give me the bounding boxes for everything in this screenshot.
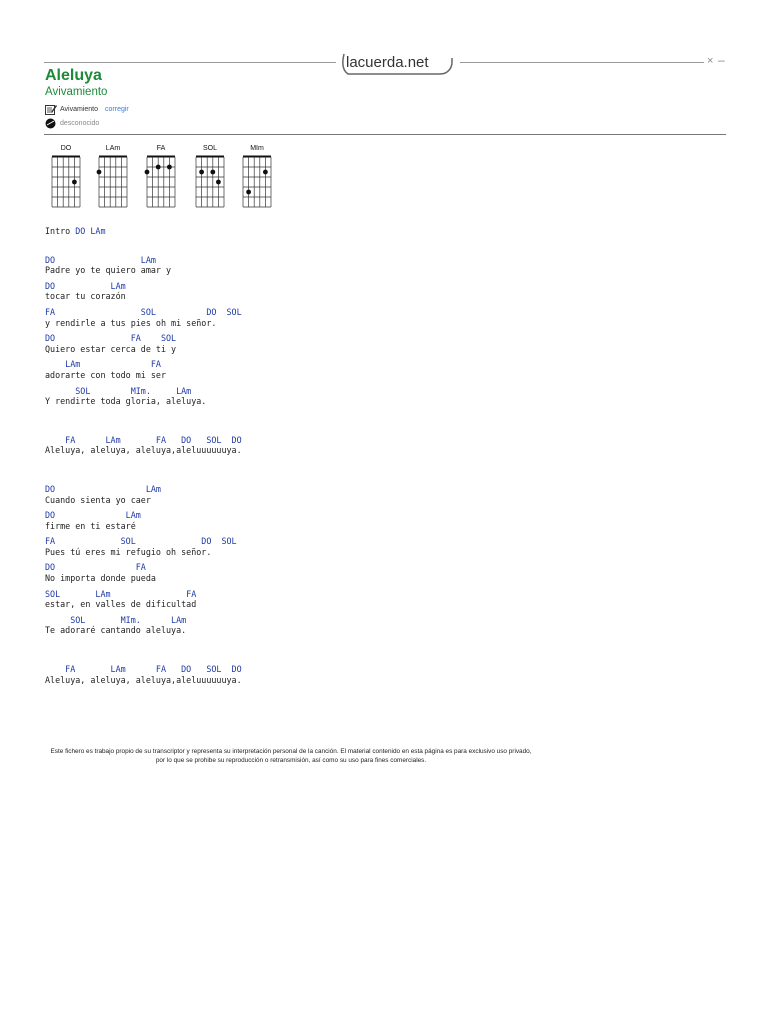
chord-line[interactable]: SOL LAm FA [45,588,197,599]
logo-text: lacuerda.net [346,54,429,71]
lyric-line: adorarte con todo mi ser [45,369,167,380]
chord-diagram-sol[interactable] [196,145,224,207]
chord-line[interactable]: DO FA SOL [45,333,177,344]
lyric-line: Pues tú eres mi refugio oh señor. [45,546,212,557]
chord-line[interactable]: DO LAm [45,254,156,265]
minimize-icon[interactable]: – [718,53,725,67]
transcriber-name: desconocido [60,120,100,127]
chord-line[interactable]: DO LAm [45,483,161,494]
chord-diagram-lam[interactable] [97,145,127,207]
chord-diagram-do[interactable] [52,145,80,207]
lyric-line: Te adoraré cantando aleluya. [45,625,187,636]
lyric-line: Aleluya, aleluya, aleluya,aleluuuuuuya. [45,674,242,685]
chord-line[interactable]: FA SOL DO SOL [45,536,237,547]
chord-line[interactable]: DO LAm [45,280,126,291]
intro-chords[interactable]: DO LAm [75,226,106,236]
chord-line[interactable]: SOL MIm. LAm [45,614,187,625]
chord-line[interactable]: FA LAm FA DO SOL DO [45,664,242,675]
close-icon[interactable]: × [707,55,714,67]
chord-line[interactable]: FA LAm FA DO SOL DO [45,434,242,445]
copyright-notice: Este fichero es trabajo propio de su transcriptor y representa su interpretación personal de la canción. El material contenido en esta página es para exclusivo uso privado, por lo que se prohibe su reproducción o retransmisión, así como su uso para fines comerciales. [50,748,532,764]
lyric-line: tocar tu corazón [45,291,126,302]
chord-diagram-name: MIm [250,145,264,152]
author-row [45,104,129,115]
lyric-line: firme en ti estaré [45,520,136,531]
chord-diagram-name: DO [60,145,72,152]
chord-finger-dot [210,170,215,175]
chord-finger-dot [156,165,161,170]
lyric-line: Y rendirte toda gloria, aleluya. [45,396,207,407]
song-title: Aleluya [45,67,102,84]
chord-nut [147,156,175,158]
chord-diagram-mim[interactable] [243,145,271,207]
lyric-line: Quiero estar cerca de ti y [45,343,177,354]
header-rule-left [44,62,336,63]
chord-nut [52,156,80,158]
chord-finger-dot [263,170,268,175]
lacuerda-logo[interactable] [340,48,454,78]
chord-line[interactable]: FA SOL DO SOL [45,306,242,317]
chord-finger-dot [246,190,251,195]
chord-finger-dot [145,170,150,175]
transcriber-row [45,118,99,129]
chord-finger-dot [216,180,221,185]
header-divider [44,134,726,135]
chord-diagram-name: FA [156,145,166,152]
lyric-line: No importa donde pueda [45,573,156,584]
song-artist[interactable]: Avivamiento [45,86,108,98]
song-body [45,226,242,685]
chord-finger-dot [97,170,102,175]
intro-line [45,226,242,237]
chord-line[interactable]: DO LAm [45,510,141,521]
chord-diagram-name: LAm [105,145,121,152]
chord-finger-dot [72,180,77,185]
author-name: Avivamiento [60,106,99,113]
edit-note-icon [45,104,57,115]
chord-line[interactable]: SOL MIm. LAm [45,385,192,396]
correct-link[interactable]: corregir [105,106,129,113]
lyric-line: y rendirle a tus pies oh mi señor. [45,317,217,328]
chord-diagram-fa[interactable] [145,145,175,207]
chord-line[interactable]: DO FA [45,562,146,573]
chord-nut [196,156,224,158]
lyric-line: estar, en valles de dificultad [45,599,197,610]
chord-line[interactable]: LAm FA [45,359,161,370]
disc-icon [45,118,56,129]
lyric-line: Padre yo te quiero amar y [45,265,172,276]
chord-finger-dot [167,165,172,170]
chord-nut [99,156,127,158]
chord-diagram-name: SOL [202,145,218,152]
header-rule-right [460,62,704,63]
chord-finger-dot [199,170,204,175]
chord-nut [243,156,271,158]
lyric-line: Aleluya, aleluya, aleluya,aleluuuuuuya. [45,445,242,456]
intro-label: Intro [45,226,76,236]
lyric-line: Cuando sienta yo caer [45,494,151,505]
